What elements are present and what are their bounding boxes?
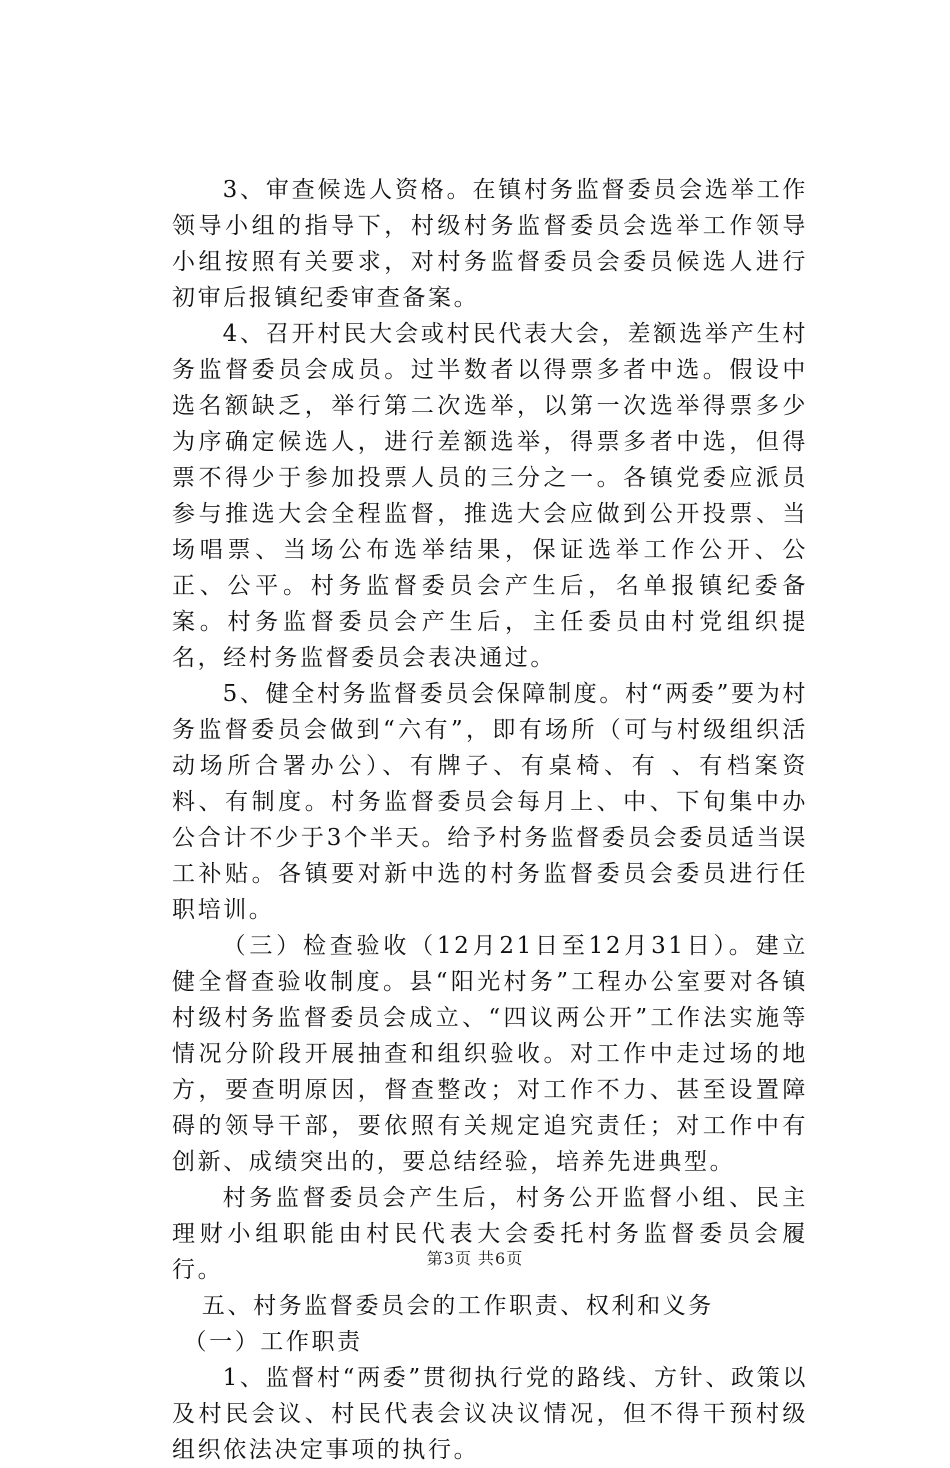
paragraph-inspection-acceptance: （三）检查验收（12月21日至12月31日）。建立健全督查验收制度。县“阳光村务”工程办公室要对各镇村级村务监督委员会成立、“四议两公开”工作法实施等情况分阶段开展抽查和组织验收。对工作中走过场的地方，要查明原因，督查整改；对工作不力、甚至设置障碍的领导干部，要依照有关规定追究责任；对工作中有创新、成绩突出的，要总结经验，培养先进典型。 <box>172 933 808 1175</box>
paragraph-duty-transfer: 村务监督委员会产生后，村务公开监督小组、民主理财小组职能由村民代表大会委托村务监督委员会履行。 <box>172 1185 808 1283</box>
paragraph-guarantee-system: 5、健全村务监督委员会保障制度。村“两委”要为村务监督委员会做到“六有”，即有场所（可与村级组织活动场所合署办公）、有牌子、有桌椅、有 、有档案资料、有制度。村务监督委员会每月上、中、下旬集中办公合计不少于3个半天。给予村务监督委员会委员适当误工补贴。各镇要对新中选的村务监督委员会委员进行任职培训。 <box>172 681 808 923</box>
paragraph-election-meeting: 4、召开村民大会或村民代表大会，差额选举产生村务监督委员会成员。过半数者以得票多者中选。假设中选名额缺乏，举行第二次选举，以第一次选举得票多少为序确定候选人，进行差额选举，得票多者中选，但得票不得少于参加投票人员的三分之一。各镇党委应派员参与推选大会全程监督，推选大会应做到公开投票、当场唱票、当场公布选举结果，保证选举工作公开、公正、公平。村务监督委员会产生后，名单报镇纪委备案。村务监督委员会产生后，主任委员由村党组织提名，经村务监督委员会表决通过。 <box>172 321 808 671</box>
paragraph-supervise-two-committees: 1、监督村“两委”贯彻执行党的路线、方针、政策以及村民会议、村民代表会议决议情况，但不得干预村级组织依法决定事项的执行。 <box>172 1365 808 1463</box>
paragraph-review-candidates: 3、审查候选人资格。在镇村务监督委员会选举工作领导小组的指导下，村级村务监督委员会选举工作领导小组按照有关要求，对村务监督委员会委员候选人进行初审后报镇纪委审查备案。 <box>172 177 808 311</box>
subsection-heading-duties: （一）工作职责 <box>183 1329 363 1355</box>
page-footer-number: 第3页 共6页 <box>426 1249 524 1268</box>
section-heading-five: 五、村务监督委员会的工作职责、权利和义务 <box>201 1293 714 1319</box>
document-body <box>172 172 808 1468</box>
